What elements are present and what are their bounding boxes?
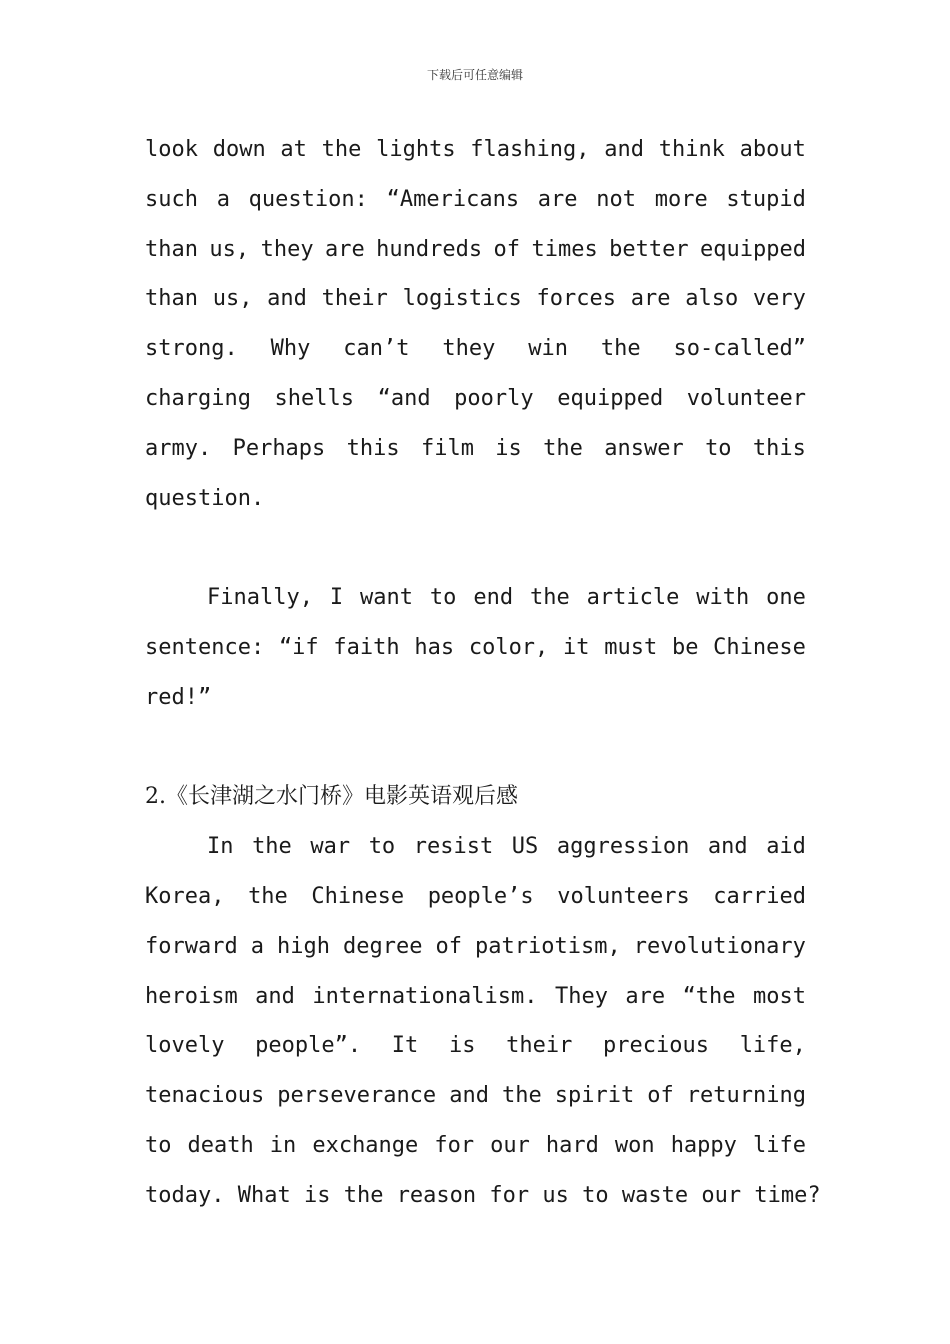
word: is	[495, 435, 522, 461]
word: Chinese	[713, 634, 806, 660]
word: to	[705, 435, 732, 461]
word: lights	[376, 137, 456, 162]
word: of	[647, 1083, 674, 1109]
text-line	[145, 1021, 806, 1071]
paragraph-3	[145, 822, 821, 1220]
word: is	[303, 1182, 344, 1208]
word: people”.	[255, 1033, 362, 1059]
word: the	[343, 1182, 397, 1208]
page-header: 下载后可任意编辑	[426, 68, 523, 82]
text-line	[145, 1071, 806, 1121]
word: article	[586, 585, 680, 611]
word: their	[321, 286, 388, 312]
word: has	[414, 634, 455, 660]
word: life	[752, 1132, 806, 1158]
word: they	[442, 336, 496, 362]
word: question:	[248, 186, 368, 212]
word: this	[346, 435, 400, 461]
word: this	[752, 435, 806, 461]
text-line	[145, 623, 806, 673]
word: us	[542, 1182, 583, 1208]
word: aid	[766, 834, 806, 860]
word: also	[685, 286, 739, 312]
word: it	[563, 634, 590, 660]
word: film	[420, 435, 474, 461]
word: reason	[396, 1182, 490, 1208]
word: stupid	[726, 186, 806, 212]
word: to	[582, 1182, 622, 1208]
word: end	[473, 585, 514, 611]
text-line	[145, 1121, 806, 1171]
text-line	[145, 872, 806, 922]
word: What	[237, 1182, 304, 1208]
word: strong.	[145, 336, 238, 362]
word: want	[360, 585, 414, 611]
word: and	[604, 137, 644, 162]
text-line	[145, 474, 806, 524]
word: for	[434, 1132, 475, 1158]
text-line	[145, 324, 806, 374]
word: think	[658, 137, 725, 162]
word: they	[260, 236, 314, 262]
word: the	[543, 435, 583, 461]
word: shells	[274, 385, 355, 411]
word: us,	[209, 236, 250, 262]
word: so-called”	[673, 336, 806, 362]
word: people’s	[427, 883, 534, 909]
word: at	[280, 137, 307, 162]
word: Finally,	[207, 585, 313, 611]
text-line	[145, 922, 806, 972]
word: “if	[278, 634, 319, 660]
word: lovely	[145, 1033, 225, 1059]
word: degree	[343, 933, 423, 959]
word: Chinese	[311, 883, 405, 909]
word: precious	[603, 1033, 710, 1059]
word: volunteers	[557, 883, 690, 909]
word: is	[448, 1033, 476, 1059]
word: death	[187, 1132, 254, 1158]
text-line	[145, 1171, 821, 1221]
text-line	[145, 424, 806, 474]
paragraph-2	[145, 573, 806, 722]
word: answer	[604, 435, 684, 461]
blank-line	[145, 723, 806, 773]
word: I	[329, 585, 344, 611]
word: charging	[145, 385, 251, 411]
word: the	[321, 137, 362, 162]
word: be	[671, 634, 699, 660]
word: one	[766, 585, 806, 611]
word: are	[324, 236, 365, 262]
word: logistics	[402, 286, 522, 312]
word: forces	[536, 286, 617, 312]
word: not	[596, 186, 636, 212]
word: times	[531, 236, 598, 262]
text-line	[145, 573, 806, 623]
word: won	[614, 1132, 655, 1158]
word: most	[752, 983, 806, 1009]
word: poorly	[454, 385, 534, 411]
word: resist	[413, 834, 494, 860]
word: such	[145, 186, 198, 212]
word: In	[207, 834, 234, 860]
word: win	[528, 336, 568, 362]
word: to	[429, 585, 457, 611]
word: forward	[145, 933, 238, 959]
word: are	[625, 983, 666, 1009]
word: faith	[333, 634, 400, 660]
word: are	[630, 286, 671, 312]
word: and	[449, 1083, 489, 1109]
document-body	[145, 125, 821, 1221]
text-line	[145, 972, 806, 1022]
word: color,	[468, 634, 549, 660]
word: the	[501, 1083, 542, 1109]
word: sentence:	[145, 634, 265, 660]
word: better	[609, 236, 689, 262]
word: Why	[270, 336, 311, 362]
word: to	[145, 1132, 172, 1158]
word: Perhaps	[232, 435, 326, 461]
word: to	[368, 834, 396, 860]
word: a	[216, 186, 230, 212]
word: internationalism.	[312, 983, 538, 1009]
word: and	[707, 834, 748, 860]
word: Korea,	[145, 883, 225, 909]
word: heroism	[145, 983, 238, 1009]
word: It	[391, 1033, 419, 1059]
word: war	[310, 834, 351, 860]
word: equipped	[557, 385, 664, 411]
word: red!”	[145, 684, 212, 710]
word: are	[537, 186, 578, 212]
word: perseverance	[277, 1083, 437, 1109]
text-line	[145, 673, 806, 723]
word: equipped	[700, 236, 806, 262]
word: us,	[212, 286, 253, 312]
word: “the	[682, 983, 736, 1009]
word: army.	[145, 435, 212, 461]
word: happy	[670, 1132, 737, 1158]
word: about	[739, 137, 806, 162]
word: than	[145, 286, 198, 312]
word: volunteer	[686, 385, 806, 411]
word: aggression	[556, 834, 690, 860]
word: look	[145, 137, 198, 162]
word: US	[511, 834, 539, 860]
word: for	[489, 1182, 543, 1208]
paragraph-1	[145, 125, 806, 523]
word: exchange	[312, 1132, 419, 1158]
word: patriotism,	[475, 933, 621, 959]
word: very	[752, 286, 806, 312]
section-heading: 2.《长津湖之水门桥》电影英语观后感	[145, 784, 518, 810]
word: high	[277, 933, 330, 959]
word: flashing,	[470, 137, 590, 162]
word: the	[600, 336, 641, 362]
word: of	[435, 933, 462, 959]
word: “Americans	[386, 186, 520, 212]
word: with	[696, 585, 750, 611]
word: more	[654, 186, 708, 212]
word: hundreds	[376, 236, 483, 262]
word: than	[145, 236, 198, 262]
word: our	[490, 1132, 530, 1158]
word: today.	[145, 1182, 238, 1208]
word: returning	[686, 1083, 806, 1109]
word: and	[267, 286, 307, 312]
word: life,	[739, 1033, 806, 1059]
word: the	[529, 585, 570, 611]
word: “and	[377, 385, 431, 411]
word: carried	[713, 883, 806, 909]
word: must	[604, 634, 658, 660]
text-line	[145, 175, 806, 225]
text-line	[145, 822, 806, 872]
word: their	[506, 1033, 573, 1059]
word: revolutionary	[633, 933, 806, 959]
word: waste	[621, 1182, 702, 1208]
word: spirit	[554, 1083, 635, 1109]
word: and	[255, 983, 295, 1009]
word: hard	[545, 1132, 599, 1158]
word: a	[250, 933, 264, 959]
word: our	[701, 1182, 755, 1208]
word: question.	[145, 485, 265, 511]
word: They	[554, 983, 608, 1009]
word: of	[493, 236, 521, 262]
word: tenacious	[145, 1083, 265, 1109]
text-line	[145, 274, 806, 324]
word: down	[212, 137, 266, 162]
word: the	[248, 883, 288, 909]
word: the	[252, 834, 292, 860]
text-line	[145, 125, 806, 175]
word: in	[269, 1132, 297, 1158]
text-line	[145, 225, 806, 275]
text-line	[145, 374, 806, 424]
word: can’t	[343, 336, 410, 362]
word: time?	[754, 1182, 821, 1208]
blank-line	[145, 523, 806, 573]
